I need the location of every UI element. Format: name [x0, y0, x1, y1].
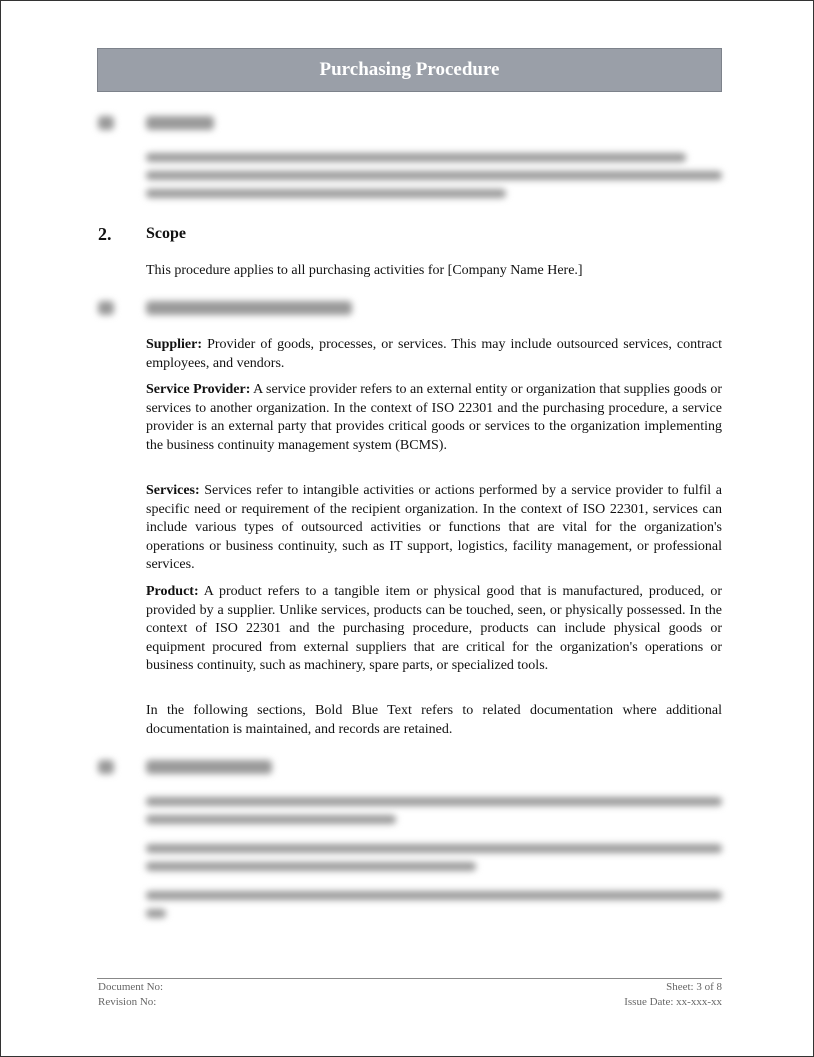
definition-product — [146, 583, 722, 676]
footer-issue-date: Issue Date: xx-xxx-xx — [624, 996, 722, 1008]
definition-text: Provider of goods, processes, or services. This may include outsourced services, contract employees, and vendors. — [146, 337, 722, 371]
definition-supplier — [146, 336, 722, 373]
definition-term: Services: — [146, 483, 200, 498]
footer-document-no: Document No: — [98, 981, 164, 993]
definition-term: Supplier: — [146, 337, 203, 352]
blurred-heading — [146, 760, 272, 774]
definition-text: A product refers to a tangible item or physical good that is manufactured, produced, or provided by a supplier. Unlike services, products can be touched, seen, or physically possessed. In the context of ISO 22301 and the purchasing procedure, products can include physical goods or equipment procured from external suppliers that are critical for the organization's operations or business continuity, such as machinery, spare parts, or specialized tools. — [146, 584, 722, 673]
definition-term: Product: — [146, 584, 199, 599]
definition-text: A service provider refers to an external entity or organization that supplies goods or services to another organization. In the context of ISO 22301 and the purchasing procedure, a service provider is an external party that provides critical goods or services to the organization implementing the business continuity management system (BCMS). — [146, 382, 722, 453]
footer-sheet: Sheet: 3 of 8 — [666, 981, 722, 993]
blurred-heading — [146, 301, 352, 315]
blurred-paragraph — [146, 797, 722, 927]
footer-divider — [97, 978, 722, 979]
blurred-heading — [98, 301, 114, 315]
blurred-heading — [146, 116, 214, 130]
section-body: This procedure applies to all purchasing activities for [Company Name Here.] — [146, 263, 583, 278]
section-number: 2. — [98, 224, 112, 244]
documentation-note: In the following sections, Bold Blue Text refers to related documentation where additional documentation is maintained, and records are retained. — [146, 703, 722, 737]
document-title: Purchasing Procedure — [319, 59, 500, 80]
definition-text: Services refer to intangible activities or actions performed by a service provider to fulfil a specific need or requirement of the recipient organization. In the context of ISO 22301, services can include various types of outsourced activities or functions that are vital for the organization's operations or business continuity, such as IT support, logistics, facility management, or professional services. — [146, 483, 722, 572]
definition-term: Service Provider: — [146, 382, 251, 397]
blurred-paragraph — [146, 153, 722, 207]
definition-service-provider — [146, 381, 722, 455]
footer-revision-no: Revision No: — [98, 996, 157, 1008]
blurred-heading — [98, 760, 114, 774]
document-title-bar — [97, 48, 722, 92]
blurred-heading — [98, 116, 114, 130]
section-title: Scope — [146, 225, 186, 242]
definition-services — [146, 482, 722, 575]
